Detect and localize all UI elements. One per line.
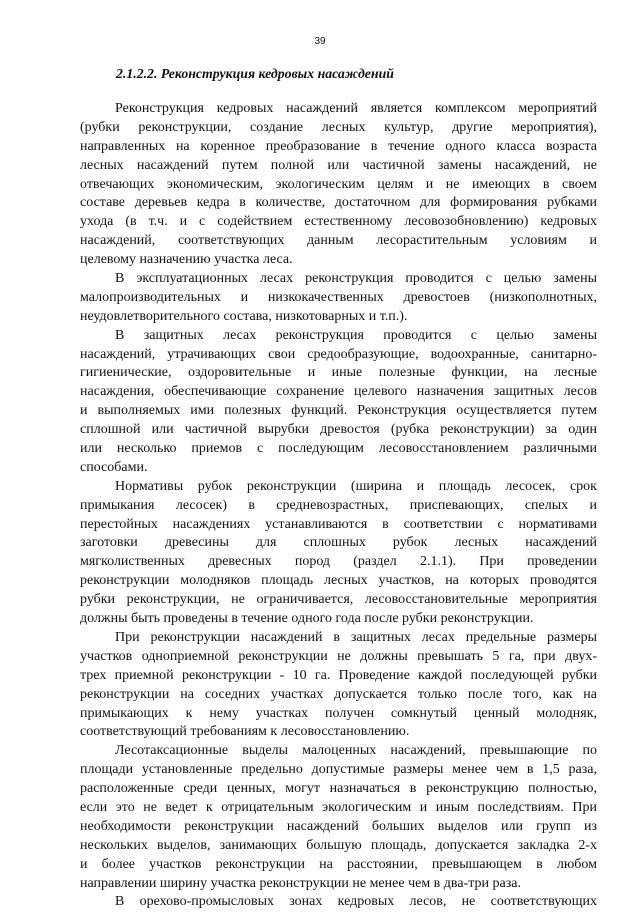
- section-heading: 2.1.2.2. Реконструкция кедровых насаждений: [116, 66, 394, 81]
- text-line: мягколиственных древесных пород (раздел 2.1.1). При проведении: [80, 554, 597, 570]
- text-line: перестойных насаждениях устанавливаются в соответствии с нормативами: [80, 516, 597, 532]
- text-line: ухода (в т.ч. и с содействием естественному лесовозобновлению) кедровых: [80, 214, 597, 230]
- text-line: Реконструкция кедровых насаждений является комплексом мероприятий: [115, 101, 597, 116]
- text-line: и более участков реконструкции на расстоянии, превышающем в любом: [80, 856, 597, 872]
- text-line: направлении ширину участка реконструкции не менее чем в два-три раза.: [80, 875, 521, 891]
- text-line: реконструкции на соседних участках допускается только после того, как на: [80, 686, 597, 702]
- text-line: трех приемной реконструкции - 10 га. Проведение каждой последующей рубки: [80, 667, 597, 683]
- text-line: насаждения, обеспечивающие сохранение целевого назначения защитных лесов: [80, 384, 597, 400]
- text-line: целевому назначению участка леса.: [80, 252, 293, 268]
- text-line: примыкающих к нему участках получен сомкнутый ценный молодняк,: [80, 705, 597, 721]
- text-line: гигиенические, оздоровительные и иные полезные функции, на лесные: [80, 365, 597, 381]
- text-line: Нормативы рубок реконструкции (ширина и площадь лесосек, срок: [115, 478, 597, 494]
- text-line: примыкания лесосек) в средневозрастных, приспевающих, спелых и: [80, 497, 597, 513]
- text-line: насаждений, соответствующих данным лесорастительным условиям и: [80, 233, 597, 249]
- text-line: насаждений, утрачивающих свои средообразующие, водоохранные, санитарно-: [80, 346, 597, 362]
- text-line: соответствующий требованиям к лесовосстановлению.: [80, 724, 410, 740]
- text-line: составе деревьев кедра в количестве, достаточном для формирования рубками: [80, 195, 597, 211]
- text-line: расположенные среди ценных, могут назначаться в реконструкцию полностью,: [80, 781, 597, 797]
- text-line: нескольких выделов, занимающих большую площадь, допускается закладка 2-х: [80, 837, 597, 853]
- text-line: или несколько приемов с последующим лесовосстановлением различными: [80, 441, 597, 457]
- text-line: При реконструкции насаждений в защитных лесах предельные размеры: [115, 629, 597, 645]
- text-line: если это не ведет к отрицательным экологическим и иным последствиям. При: [80, 799, 597, 815]
- text-line: сплошной или частичной вырубки древостоя (рубка реконструкции) за один: [80, 422, 597, 438]
- text-line: площади установленные предельно допустимые размеры менее чем в 1,5 раза,: [80, 762, 597, 778]
- text-line: реконструкции молодняков площадь лесных участков, на которых проводятся: [80, 573, 597, 589]
- text-line: Лесотаксационные выделы малоценных насаждений, превышающие по: [115, 743, 597, 759]
- text-line: заготовки древесины для сплошных рубок лесных насаждений: [80, 535, 597, 551]
- text-line: В защитных лесах реконструкция проводится с целью замены: [115, 327, 597, 343]
- text-line: и выполняемых ими полезных функций. Реконструкция осуществляется путем: [80, 403, 597, 419]
- text-line: неудовлетворительного состава, низкотоварных и т.п.).: [80, 308, 408, 324]
- text-line: В орехово-промысловых зонах кедровых лесов, не соответствующих: [115, 894, 597, 910]
- text-line: малопроизводительных и низкокачественных древостоев (низкополнотных,: [80, 289, 597, 305]
- text-line: отвечающих экономическим, экологическим целям и не имеющих в своем: [80, 176, 597, 192]
- text-line: участков одноприемной реконструкции не должны превышать 5 га, при двух-: [80, 648, 597, 664]
- text-line: способами.: [80, 459, 148, 475]
- text-line: направленных на коренное преобразование в течение одного класса возраста: [80, 138, 597, 154]
- text-line: должны быть проведены в течение одного года после рубки реконструкции.: [80, 611, 534, 627]
- text-line: лесных насаждений путем полной или частичной замены насаждений, не: [80, 157, 597, 173]
- text-line: рубки реконструкции, не ограничивается, лесовосстановительные мероприятия: [80, 592, 597, 608]
- text-line: (рубки реконструкции, создание лесных культур, другие мероприятия),: [80, 119, 597, 135]
- body-text: [80, 100, 597, 912]
- page-number: 39: [314, 36, 326, 47]
- text-line: необходимости реконструкции насаждений больших выделов или групп из: [80, 818, 597, 834]
- text-line: В эксплуатационных лесах реконструкция проводится с целью замены: [115, 271, 597, 287]
